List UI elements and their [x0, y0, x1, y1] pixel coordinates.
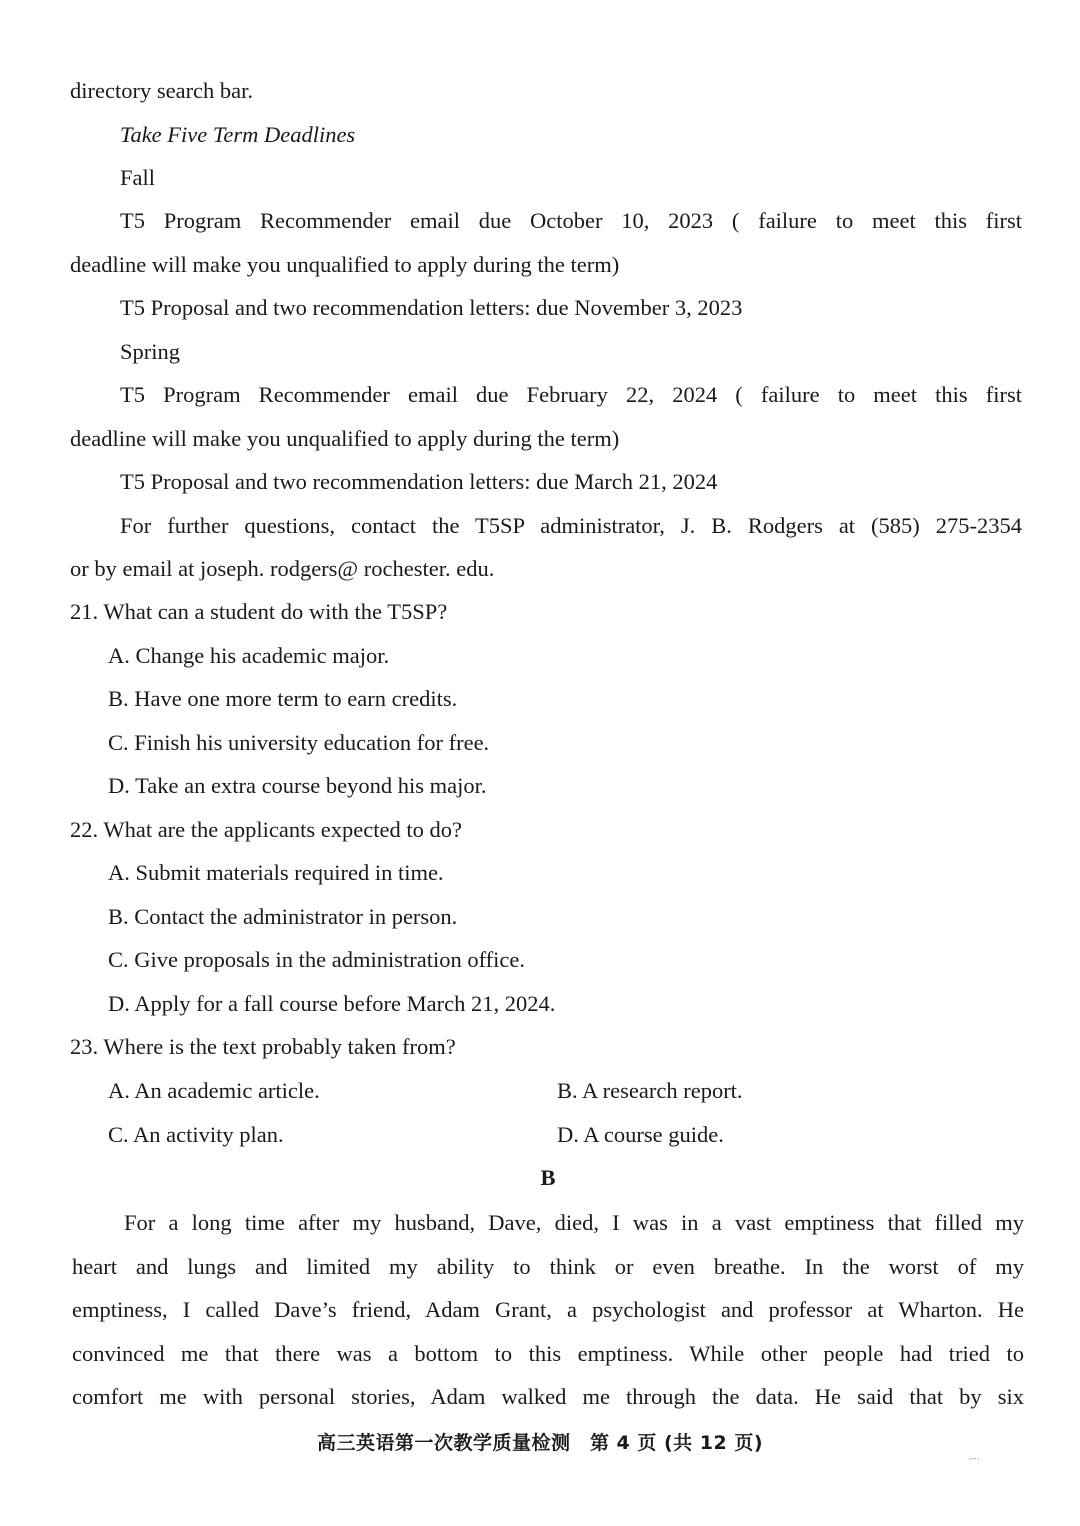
- question-22-stem: 22. What are the applicants expected to do?: [70, 817, 462, 842]
- fall-proposal: T5 Proposal and two recommendation letters: due November 3, 2023: [120, 295, 743, 320]
- contact-line1: For further questions, contact the T5SP administrator, J. B. Rodgers at (585) 275-2354: [120, 513, 1022, 538]
- spring-recommender-line1: T5 Program Recommender email due February 22, 2024 ( failure to meet this first: [120, 382, 1022, 407]
- passage-b-line: emptiness, I called Dave’s friend, Adam Grant, a psychologist and professor at Wharton. He: [72, 1297, 1024, 1322]
- spring-label: Spring: [120, 339, 181, 364]
- page-footer: 高三英语第一次教学质量检测 第 4 页 (共 12 页): [316, 1432, 764, 1454]
- scan-speck: ー·: [968, 1454, 980, 1464]
- question-22-option-d: D. Apply for a fall course before March 21, 2024.: [108, 991, 556, 1016]
- spring-proposal: T5 Proposal and two recommendation letters: due March 21, 2024: [120, 469, 718, 494]
- question-23-option-a: A. An academic article.: [108, 1078, 320, 1103]
- question-23-option-c: C. An activity plan.: [108, 1122, 284, 1147]
- question-21-option-d: D. Take an extra course beyond his major.: [108, 773, 487, 798]
- fall-recommender-line2: deadline will make you unqualified to apply during the term): [70, 252, 620, 277]
- spring-recommender-line2: deadline will make you unqualified to apply during the term): [70, 426, 620, 451]
- question-22-option-b: B. Contact the administrator in person.: [108, 904, 458, 929]
- question-21-option-c: C. Finish his university education for free.: [108, 730, 490, 755]
- question-21-stem: 21. What can a student do with the T5SP?: [70, 599, 448, 624]
- question-22-option-c: C. Give proposals in the administration office.: [108, 947, 526, 972]
- question-21-option-b: B. Have one more term to earn credits.: [108, 686, 458, 711]
- deadlines-heading: Take Five Term Deadlines: [120, 122, 356, 147]
- passage-b-line: For a long time after my husband, Dave, died, I was in a vast emptiness that filled my: [124, 1210, 1024, 1235]
- question-23-option-d: D. A course guide.: [557, 1122, 724, 1147]
- section-b-heading: B: [540, 1165, 556, 1190]
- contact-line2: or by email at joseph. rodgers@ rochester. edu.: [70, 556, 495, 581]
- search-bar-line: directory search bar.: [70, 78, 254, 103]
- question-21-option-a: A. Change his academic major.: [108, 643, 390, 668]
- passage-b-line: heart and lungs and limited my ability to think or even breathe. In the worst of my: [72, 1254, 1024, 1279]
- question-23-stem: 23. Where is the text probably taken from?: [70, 1034, 456, 1059]
- passage-b-line: comfort me with personal stories, Adam walked me through the data. He said that by six: [72, 1384, 1024, 1409]
- question-23-option-b: B. A research report.: [557, 1078, 743, 1103]
- fall-recommender-line1: T5 Program Recommender email due October 10, 2023 ( failure to meet this first: [120, 208, 1022, 233]
- passage-b-line: convinced me that there was a bottom to this emptiness. While other people had tried to: [72, 1341, 1024, 1366]
- fall-label: Fall: [120, 165, 156, 190]
- question-22-option-a: A. Submit materials required in time.: [108, 860, 444, 885]
